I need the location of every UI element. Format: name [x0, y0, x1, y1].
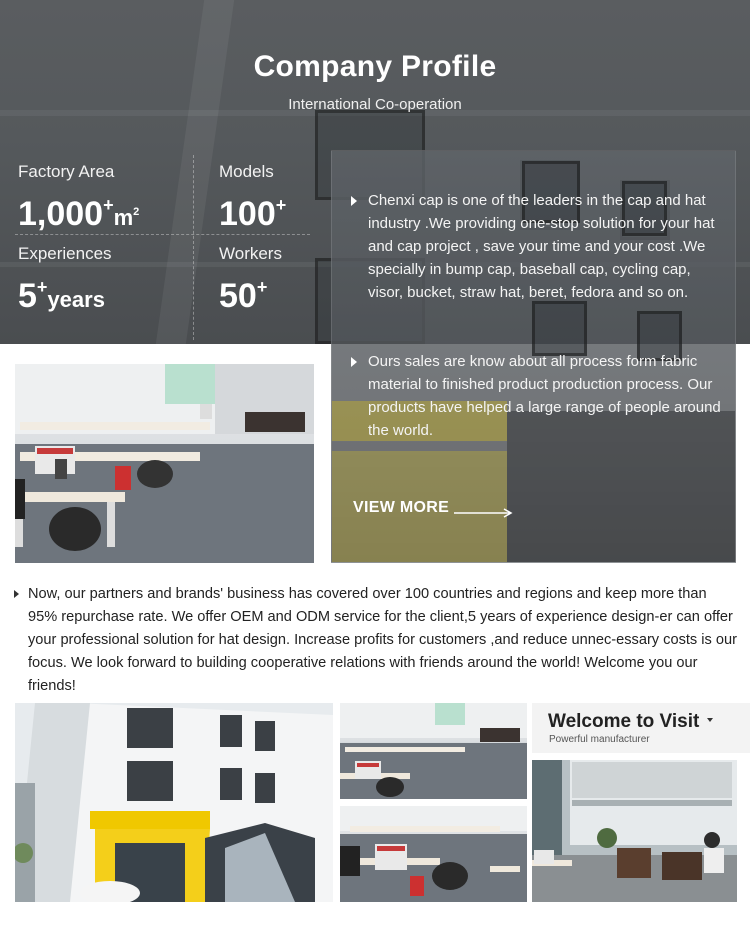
stat-factory-area: [18, 162, 139, 237]
office-photo-small-illustration: [340, 703, 527, 799]
stat-workers: [219, 244, 282, 315]
intro-paragraph-2: Ours sales are know about all process form fabric material to finished product production process. Our products have helped a large range of people around the world.: [368, 350, 723, 442]
stat-label: Experiences: [18, 244, 112, 263]
welcome-title: Welcome to Visit: [548, 711, 700, 732]
stat-value: 50+: [219, 277, 268, 315]
view-more-link[interactable]: VIEW MORE: [353, 499, 450, 516]
stat-label: Factory Area: [18, 162, 115, 181]
office-photo-illustration: [15, 364, 314, 563]
welcome-header[interactable]: [532, 703, 750, 753]
stat-models: [219, 162, 286, 233]
stat-value: $1,000^+m^2$: [18, 195, 140, 233]
triangle-right-icon: [14, 590, 19, 598]
intro-paragraph-1: Chenxi cap is one of the leaders in the cap and hat industry .We providing one-stop solution for your hat and cap project , save your time and your cost .We specially in bump cap, baseball cap, cycling cap, visor, bucket, straw hat, beret, fedora and so on.: [368, 189, 723, 304]
office-interior-photo: [532, 760, 737, 902]
company-intro-card: [331, 150, 736, 563]
office-interior-illustration: [532, 760, 737, 902]
stat-experiences: [18, 244, 112, 319]
company-summary-text: Now, our partners and brands' business has covered over 100 countries and regions and keep more than 95% repurchase rate. We offer OEM and ODM service for the client,5 years of experience design-er can offer your professional solution for hat design. Increase profits for customers ,and reduce unnec-essary costs is our focus. We look forward to building cooperative relations with friends around the world! Welcome you our friends!: [28, 586, 737, 694]
stat-label: Workers: [219, 244, 282, 263]
page-subtitle: International Co-operation: [288, 96, 462, 113]
triangle-right-icon: [351, 357, 357, 367]
chevron-down-icon[interactable]: [707, 718, 713, 722]
page-title: Company Profile: [253, 50, 497, 83]
arrow-right-icon[interactable]: [454, 508, 514, 518]
welcome-subtitle: Powerful manufacturer: [549, 734, 650, 745]
card-bg-window: [532, 301, 587, 356]
stat-value: 5+years: [18, 277, 105, 315]
office-photo: [15, 364, 314, 563]
office-photo-small-1: [340, 703, 527, 799]
building-exterior-photo: [15, 703, 333, 902]
triangle-right-icon: [351, 196, 357, 206]
building-exterior-illustration: [15, 703, 333, 902]
office-photo-small-illustration: [340, 806, 527, 902]
stats-divider-vertical: [193, 155, 194, 340]
stat-label: Models: [219, 162, 274, 181]
stat-value: 100+: [219, 195, 287, 233]
office-photo-small-2: [340, 806, 527, 902]
